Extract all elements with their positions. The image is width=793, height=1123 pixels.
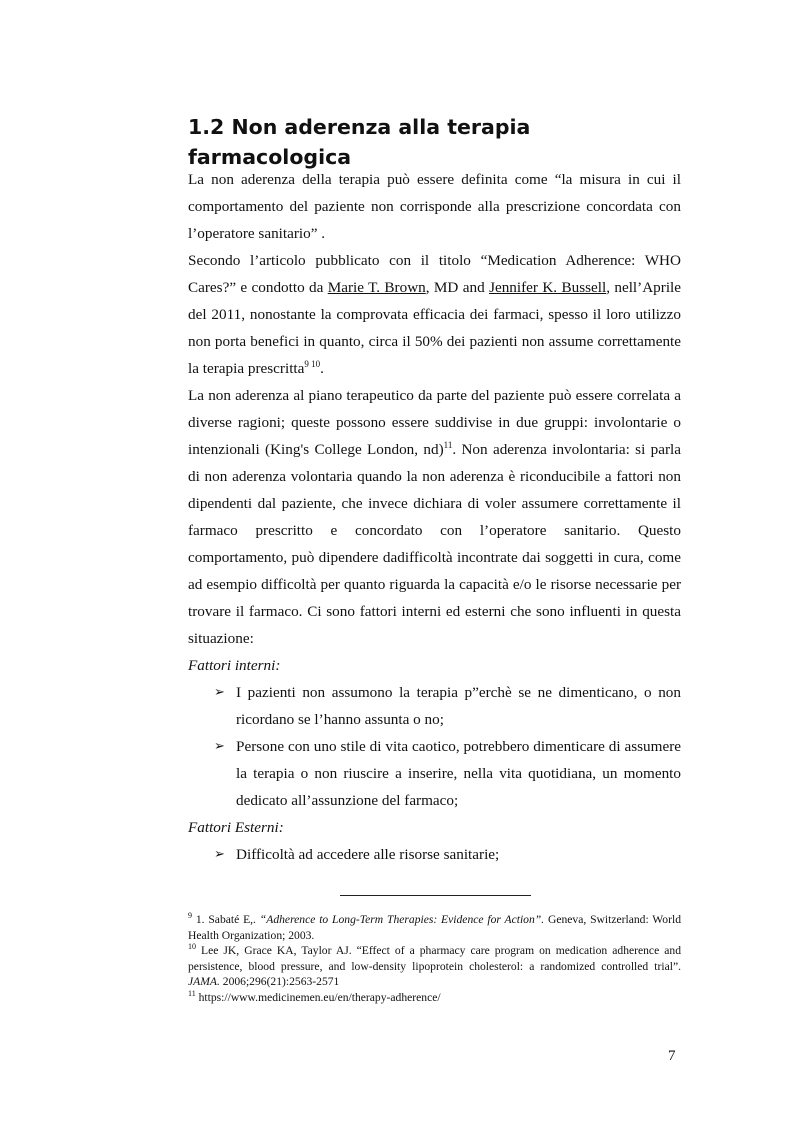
- footnote-10: [188, 943, 681, 990]
- footnote-ref-11: 11: [443, 439, 453, 450]
- section-heading: 1.2 Non aderenza alla terapia farmacologica: [188, 115, 531, 169]
- footnote-journal: JAMA.: [188, 975, 220, 988]
- footnote-number: 11: [188, 988, 196, 998]
- footnote-11: [188, 990, 681, 1006]
- paragraph-article: [188, 247, 681, 382]
- footnote-url: https://www.medicinemen.eu/en/therapy-adherence/: [195, 990, 441, 1004]
- internal-factors-label: Fattori interni:: [188, 657, 281, 674]
- paragraph-reasons: [188, 382, 681, 652]
- internal-factor-text: I pazienti non assumono la terapia p”erchè se ne dimenticano, o non ricordano se l’hanno assunta o no;: [236, 684, 681, 728]
- reasons-body-text: . Non aderenza involontaria: si parla di non aderenza volontaria quando la non aderenza è riconducibile a fattori non dipendenti dal paziente, che invece dichiara di voler assumere correttamente il farmaco prescritto e concordato con l’operatore sanitario. Questo comportamento, può dipendere dadifficoltà incontrate dai soggetti in cura, come ad esempio difficoltà per quanto riguarda la capacità e/o le risorse necessarie per trovare il farmaco. Ci sono fattori interni ed esterni che sono influenti in questa situazione:: [188, 441, 681, 647]
- footnote-text: Lee JK, Grace KA, Taylor AJ. “Effect of a pharmacy care program on medication adherence and persistence, blood pressure, and low-density lipoprotein cholesterol: a randomized controlled trial”.: [188, 944, 681, 973]
- external-factors-list: [188, 841, 681, 868]
- article-intro-text: Secondo l’articolo pubblicato con il titolo “Medication Adherence: WHO Cares?” e condotto da: [188, 252, 681, 296]
- footnote-number: 10: [188, 942, 196, 952]
- footnote-title: “Adherence to Long-Term Therapies: Evidence for Action”.: [259, 913, 545, 926]
- article-body-text: , nell’Aprile del 2011, nonostante la comprovata efficacia dei farmaci, spesso il loro utilizzo non porta benefici in quanto, circa il 50% dei pazienti non assume correttamente la terapia prescritta: [188, 279, 681, 377]
- arrow-bullet-icon: ➢: [214, 847, 225, 862]
- reasons-intro-text: La non aderenza al piano terapeutico da parte del paziente può essere correlata a diverse ragioni; queste possono essere suddivise in due gruppi: involontarie o intenzionali (King's College London, nd): [188, 387, 681, 458]
- external-factors-label: Fattori Esterni:: [188, 819, 284, 836]
- footnote-9: [188, 912, 681, 943]
- internal-factor-text: Persone con uno stile di vita caotico, potrebbero dimenticare di assumere la terapia o non riuscire a inserire, nella vita quotidiana, un momento dedicato all’assunzione del farmaco;: [236, 738, 681, 809]
- list-item: [214, 841, 681, 868]
- footnote-text: Geneva, Switzerland: World Health Organization; 2003.: [188, 913, 681, 942]
- footnote-number: 9: [188, 911, 192, 921]
- list-item: [214, 733, 681, 814]
- paragraph-definition: La non aderenza della terapia può essere definita come “la misura in cui il comportamento del paziente non corrisponde alla prescrizione concordata con l’operatore sanitario” .: [188, 171, 681, 242]
- arrow-bullet-icon: ➢: [214, 685, 225, 700]
- article-end: .: [320, 360, 324, 377]
- footnote-text: 2006;296(21):2563-2571: [219, 975, 340, 988]
- internal-factors-list: [188, 679, 681, 814]
- footnotes: [188, 912, 681, 1005]
- footnote-text: 1. Sabaté E,.: [192, 913, 260, 926]
- external-factor-text: Difficoltà ad accedere alle risorse sanitarie;: [236, 846, 500, 863]
- body-text: [188, 166, 681, 868]
- author-link-jennifer-bussell[interactable]: Jennifer K. Bussell: [489, 279, 607, 296]
- list-item: [214, 679, 681, 733]
- page-number: 7: [668, 1048, 676, 1064]
- article-mid-text: , MD and: [425, 279, 490, 296]
- footnote-separator: [340, 895, 531, 896]
- footnote-ref-9-10: 9 10: [304, 358, 321, 369]
- author-link-marie-brown[interactable]: Marie T. Brown: [327, 279, 426, 296]
- arrow-bullet-icon: ➢: [214, 739, 225, 754]
